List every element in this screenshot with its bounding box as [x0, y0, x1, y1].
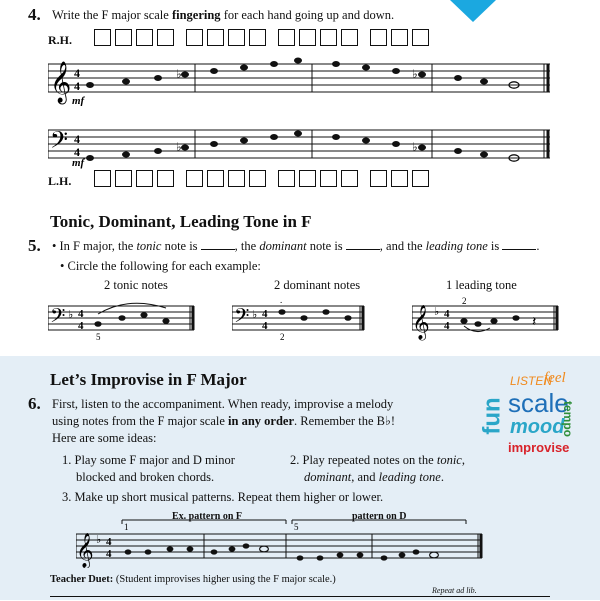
pattern-label-f: Ex. pattern on F — [172, 511, 242, 522]
word-art-graphic: LISTEN feel fun scale mood improvise tempo — [478, 370, 575, 455]
badge-icon — [448, 0, 498, 24]
svg-text:𝄢: 𝄢 — [234, 304, 250, 332]
caption-dominant: 2 dominant notes — [274, 278, 361, 292]
svg-text:♭: ♭ — [176, 67, 182, 81]
exercise-6-intro: First, listen to the accompaniment. When ready, improvise a melody using notes from the F major scale in any order. Remember the B♭! Here are some ideas: — [52, 397, 396, 445]
svg-text:2: 2 — [462, 296, 467, 306]
idea-2: 2. Play repeated notes on the tonic, dominant, and leading tone. — [290, 453, 465, 484]
dominant-answer-blank[interactable] — [346, 239, 380, 250]
svg-text:4: 4 — [74, 132, 80, 146]
svg-text:𝄞: 𝄞 — [412, 305, 430, 340]
section-heading: Let’s Improvise in F Major — [50, 370, 247, 389]
lh-label: L.H. — [48, 174, 72, 188]
svg-text:5: 5 — [294, 522, 299, 532]
svg-text:4: 4 — [78, 320, 84, 332]
svg-text:.: . — [280, 295, 283, 305]
svg-text:𝄢: 𝄢 — [50, 126, 69, 159]
svg-text:4: 4 — [78, 308, 84, 320]
svg-text:𝄞: 𝄞 — [50, 62, 72, 103]
svg-text:1: 1 — [124, 522, 129, 532]
improvise-panel — [0, 356, 600, 600]
pattern-label-d: pattern on D — [352, 511, 407, 522]
pattern-staff — [76, 508, 486, 568]
svg-text:♭: ♭ — [68, 309, 74, 321]
svg-text:mf: mf — [72, 157, 85, 169]
caption-leading: 1 leading tone — [446, 278, 517, 292]
exercise-number: 6. — [28, 394, 41, 413]
svg-text:mf: mf — [72, 95, 85, 106]
tonic-example-staff[interactable] — [48, 294, 198, 344]
leading-tone-example-staff[interactable] — [412, 294, 562, 344]
rh-fingering-boxes[interactable] — [94, 29, 441, 46]
exercise-5-line1: • In F major, the tonic note is , the dominant note is , and the leading tone is . — [52, 239, 540, 253]
idea-1: 1. Play some F major and D minor blocked and broken chords. — [62, 453, 235, 484]
teacher-staff-top — [50, 596, 550, 601]
idea-3: 3. Make up short musical patterns. Repeat them higher or lower. — [62, 490, 384, 504]
svg-text:5: 5 — [96, 332, 101, 342]
svg-text:4: 4 — [444, 308, 450, 320]
svg-text:♭: ♭ — [412, 67, 418, 81]
svg-text:4: 4 — [106, 536, 112, 548]
teacher-duet-note: Teacher Duet: (Student improvises higher using the F major scale.) — [50, 574, 336, 585]
exercise-number: 4. — [28, 5, 41, 24]
section-heading: Tonic, Dominant, Leading Tone in F — [50, 212, 312, 231]
svg-text:♭: ♭ — [412, 140, 418, 154]
leading-answer-blank[interactable] — [502, 239, 536, 250]
svg-text:♭: ♭ — [96, 534, 102, 546]
svg-text:4: 4 — [262, 320, 268, 332]
rh-staff — [48, 56, 558, 106]
svg-text:4: 4 — [74, 145, 80, 159]
svg-text:2: 2 — [280, 332, 285, 342]
tonic-answer-blank[interactable] — [201, 239, 235, 250]
svg-text:𝄽: 𝄽 — [532, 315, 537, 330]
svg-text:4: 4 — [74, 66, 80, 80]
svg-text:4: 4 — [444, 320, 450, 332]
lh-fingering-boxes[interactable] — [94, 170, 441, 187]
repeat-note: Repeat ad lib. — [432, 586, 477, 595]
lh-staff — [48, 124, 558, 174]
rh-label: R.H. — [48, 33, 72, 47]
exercise-number: 5. — [28, 236, 41, 255]
svg-text:♭: ♭ — [252, 309, 258, 321]
caption-tonic: 2 tonic notes — [104, 278, 168, 292]
svg-text:𝄞: 𝄞 — [76, 533, 94, 568]
svg-text:𝄢: 𝄢 — [50, 304, 66, 332]
dominant-example-staff[interactable] — [232, 294, 368, 344]
exercise-instruction: Write the F major scale fingering for each hand going up and down. — [52, 8, 395, 22]
svg-text:♭: ♭ — [176, 140, 182, 154]
svg-text:4: 4 — [74, 79, 80, 93]
svg-text:4: 4 — [262, 308, 268, 320]
svg-text:4: 4 — [106, 548, 112, 560]
exercise-5-line2: • Circle the following for each example: — [60, 259, 261, 273]
svg-text:♭: ♭ — [434, 306, 440, 318]
